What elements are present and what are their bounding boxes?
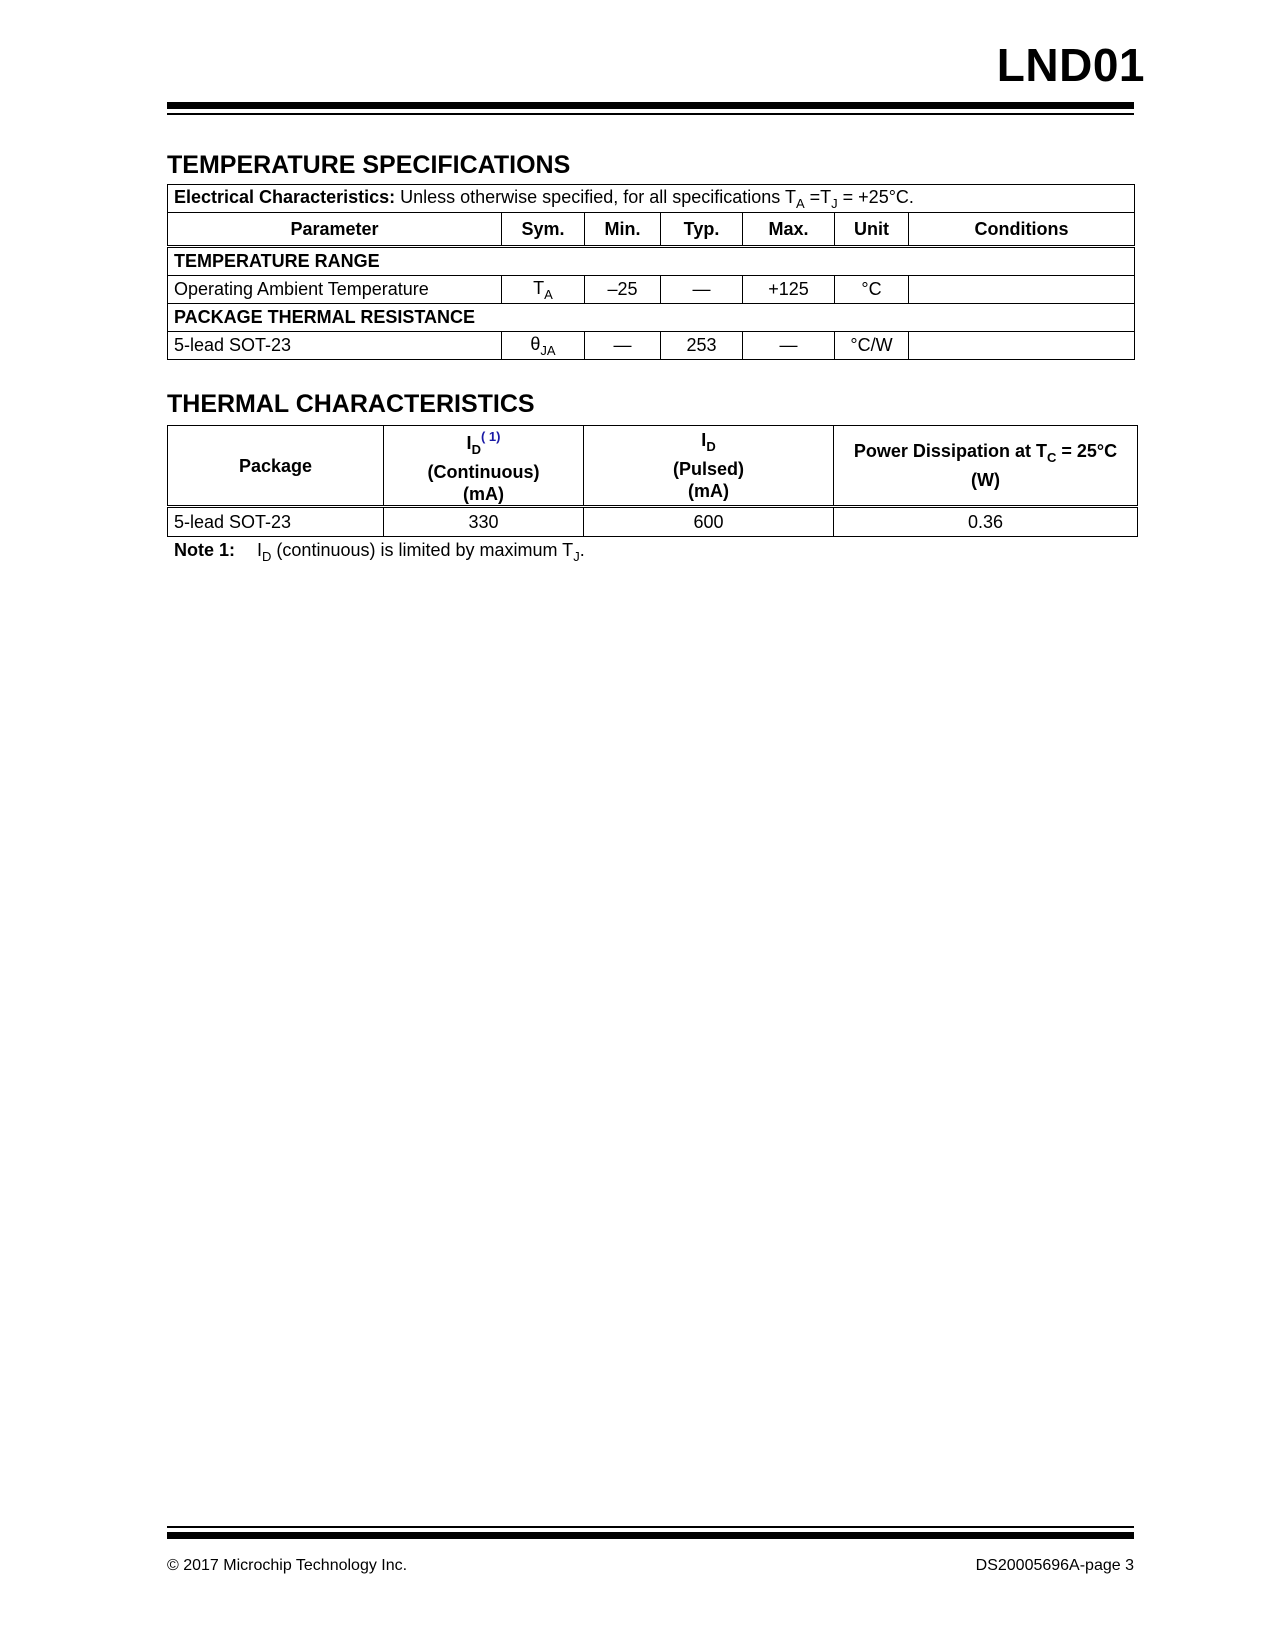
footer-rule-thin — [167, 1526, 1134, 1528]
header-rule-thin — [167, 113, 1134, 115]
sym-subscript: A — [544, 286, 553, 302]
col4-text2: = 25°C — [1056, 441, 1118, 461]
thermal-characteristics-title: THERMAL CHARACTERISTICS — [167, 390, 535, 418]
group-label: PACKAGE THERMAL RESISTANCE — [168, 304, 1135, 332]
col-parameter: Parameter — [168, 213, 502, 247]
col-package: Package — [168, 426, 384, 507]
document-title: LND01 — [996, 39, 1145, 91]
temp-header-row — [168, 213, 1135, 247]
group-row-package-thermal-resistance — [168, 304, 1135, 332]
col2-sub: D — [471, 442, 481, 457]
col-min: Min. — [585, 213, 661, 247]
footer-page-ref: DS20005696A-page 3 — [975, 1557, 1134, 1574]
note-reference-link[interactable]: ( 1) — [480, 429, 501, 444]
col-sym: Sym. — [502, 213, 585, 247]
conditions-cell — [909, 332, 1135, 360]
id-pulsed-cell: 600 — [584, 507, 834, 537]
col-power-dissipation — [834, 426, 1138, 507]
col2-line2: (Continuous) — [427, 462, 540, 482]
col2-main: I — [466, 433, 472, 453]
max-cell: +125 — [743, 276, 835, 304]
col-id-continuous — [384, 426, 584, 507]
table-note — [174, 540, 585, 564]
note-text-1: I — [257, 540, 263, 560]
sym-cell — [502, 332, 585, 360]
footer-copyright: © 2017 Microchip Technology Inc. — [167, 1557, 408, 1574]
note-sub-d: D — [262, 549, 272, 564]
power-dissipation-cell: 0.36 — [834, 507, 1138, 537]
thermal-header-row — [168, 426, 1138, 507]
col3-sub: D — [706, 439, 716, 454]
table-row — [168, 332, 1135, 360]
ec-text-2: =T — [804, 186, 832, 207]
unit-cell: °C/W — [835, 332, 909, 360]
footer-rule-thick — [167, 1532, 1134, 1539]
table-row — [168, 507, 1138, 537]
header-rule-thick — [167, 102, 1134, 109]
col-unit: Unit — [835, 213, 909, 247]
col3-line2: (Pulsed) — [672, 459, 744, 479]
col-max: Max. — [743, 213, 835, 247]
col4-line2: (W) — [971, 470, 1000, 490]
note-text-3: . — [579, 540, 585, 560]
col-conditions: Conditions — [909, 213, 1135, 247]
package-cell: 5-lead SOT-23 — [168, 507, 384, 537]
col2-line3: (mA) — [463, 484, 504, 504]
sym-symbol: θ — [530, 333, 541, 354]
group-row-temperature-range — [168, 247, 1135, 276]
thermal-characteristics-table — [167, 425, 1138, 537]
ec-sub-a: A — [795, 195, 805, 211]
id-continuous-cell: 330 — [384, 507, 584, 537]
table-row — [168, 276, 1135, 304]
max-cell: — — [743, 332, 835, 360]
note-sub-j: J — [573, 549, 580, 564]
sym-subscript: JA — [540, 342, 556, 358]
temperature-spec-title: TEMPERATURE SPECIFICATIONS — [167, 151, 571, 179]
col3-line3: (mA) — [688, 481, 729, 501]
parameter-cell: Operating Ambient Temperature — [168, 276, 502, 304]
ec-text-1: Unless otherwise specified, for all specifications T — [395, 186, 796, 207]
ec-text-3: = +25°C. — [837, 186, 914, 207]
min-cell: –25 — [585, 276, 661, 304]
typ-cell: 253 — [661, 332, 743, 360]
note-text-2: (continuous) is limited by maximum T — [271, 540, 574, 560]
min-cell: — — [585, 332, 661, 360]
ec-label: Electrical Characteristics: — [174, 186, 396, 207]
conditions-cell — [909, 276, 1135, 304]
sym-cell — [502, 276, 585, 304]
note-label: Note 1: — [174, 540, 236, 560]
ec-cell — [168, 185, 1135, 213]
col-typ: Typ. — [661, 213, 743, 247]
temperature-spec-table — [167, 184, 1135, 360]
group-label: TEMPERATURE RANGE — [168, 247, 1135, 276]
col-id-pulsed — [584, 426, 834, 507]
parameter-cell: 5-lead SOT-23 — [168, 332, 502, 360]
typ-cell: — — [661, 276, 743, 304]
col4-text: Power Dissipation at T — [853, 441, 1047, 461]
ec-row — [168, 185, 1135, 213]
unit-cell: °C — [835, 276, 909, 304]
col4-sub: C — [1046, 450, 1057, 465]
col3-main: I — [701, 430, 707, 450]
sym-symbol: T — [533, 277, 545, 298]
ec-sub-j: J — [831, 195, 838, 211]
